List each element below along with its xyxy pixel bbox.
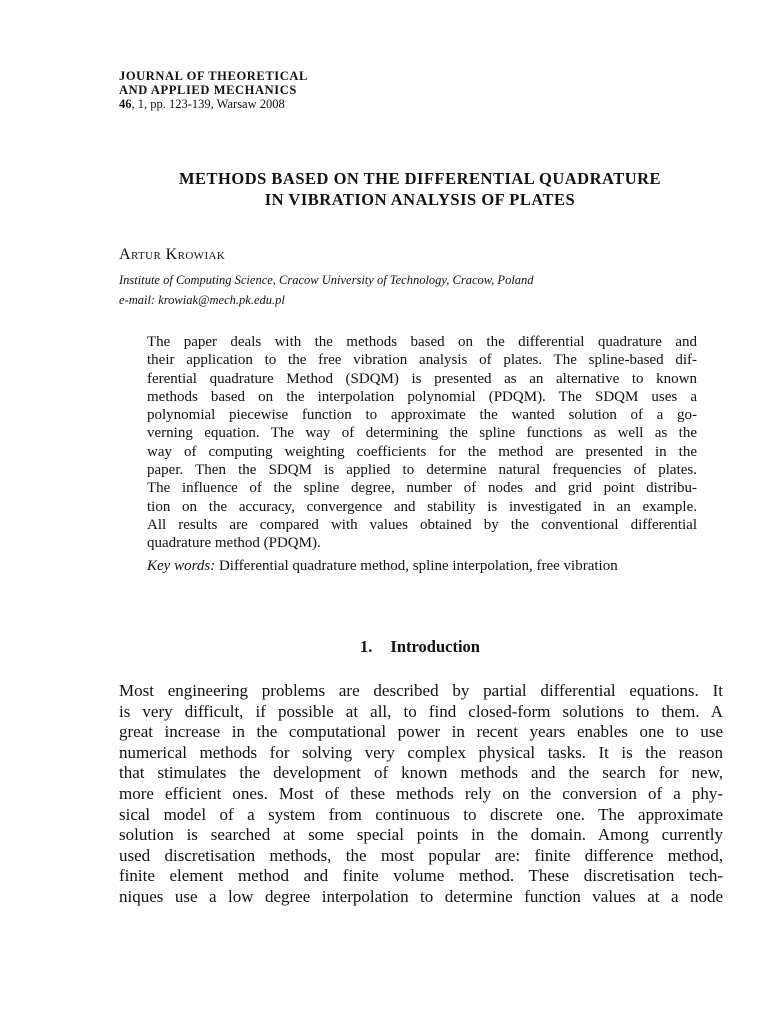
abstract [147,333,697,553]
body-line: sical model of a system from continuous to discrete one. The approximate [119,804,723,824]
abstract-line: ferential quadrature Method (SDQM) is presented as an alternative to known [147,370,697,387]
abstract-line: tion on the accuracy, convergence and stability is investigated in an example. [147,498,697,515]
abstract-line: The influence of the spline degree, number of nodes and grid point distribu- [147,480,697,497]
abstract-line: methods based on the interpolation polynomial (PDQM). The SDQM uses a [147,388,697,405]
journal-volume: 46 [119,97,132,111]
section-number: 1. [360,637,373,656]
abstract-line: way of computing weighting coefficients for the method are presented in the [147,443,697,460]
abstract-line: quadrature method (PDQM). [147,535,321,552]
body-line: solution is searched at some special points in the domain. Among currently [119,825,723,845]
body-line: that stimulates the development of known methods and the search for new, [119,763,723,783]
journal-issue-pages: , 1, pp. 123-139, Warsaw 2008 [131,97,285,111]
section-title: Introduction [390,637,480,656]
body-line: numerical methods for solving very complex physical tasks. It is the reason [119,742,723,762]
author-email: e-mail: krowiak@mech.pk.edu.pl [119,293,285,307]
keywords-label: Key words: [147,558,216,574]
abstract-line: verning equation. The way of determining the spline functions as well as the [147,425,697,442]
journal-reference [119,97,308,111]
body-paragraph [119,681,723,908]
paper-title-line2: IN VIBRATION ANALYSIS OF PLATES [264,190,576,209]
abstract-line: their application to the free vibration analysis of plates. The spline-based dif- [147,352,697,369]
body-line: more efficient ones. Most of these methods rely on the conversion of a phy- [119,783,723,803]
body-line: finite element method and finite volume method. These discretisation tech- [119,866,723,886]
keywords [147,558,618,575]
author-affiliation: Institute of Computing Science, Cracow University of Technology, Cracow, Poland [119,273,534,287]
paper-title [100,168,740,210]
body-line: great increase in the computational power in recent years enables one to use [119,722,723,742]
body-line: niques use a low degree interpolation to determine function values at a node [119,886,723,906]
abstract-line: polynomial piecewise function to approximate the wanted solution of a go- [147,407,697,424]
journal-name-line1: JOURNAL OF THEORETICAL [119,69,308,83]
section-heading [0,637,768,657]
abstract-line: paper. Then the SDQM is applied to determine natural frequencies of plates. [147,462,697,479]
keywords-list: Differential quadrature method, spline interpolation, free vibration [215,558,618,574]
author-name: Artur Krowiak [119,246,226,263]
body-line: Most engineering problems are described by partial differential equations. It [119,681,723,700]
body-line: is very difficult, if possible at all, to find closed-form solutions to them. A [119,701,723,721]
journal-name-line2: AND APPLIED MECHANICS [119,83,297,97]
abstract-line: All results are compared with values obtained by the conventional differential [147,516,697,533]
journal-header [119,69,308,111]
abstract-line: The paper deals with the methods based on the differential quadrature and [147,334,697,350]
body-line: used discretisation methods, the most popular are: finite difference method, [119,845,723,865]
paper-title-line1: METHODS BASED ON THE DIFFERENTIAL QUADRATURE [178,169,662,188]
